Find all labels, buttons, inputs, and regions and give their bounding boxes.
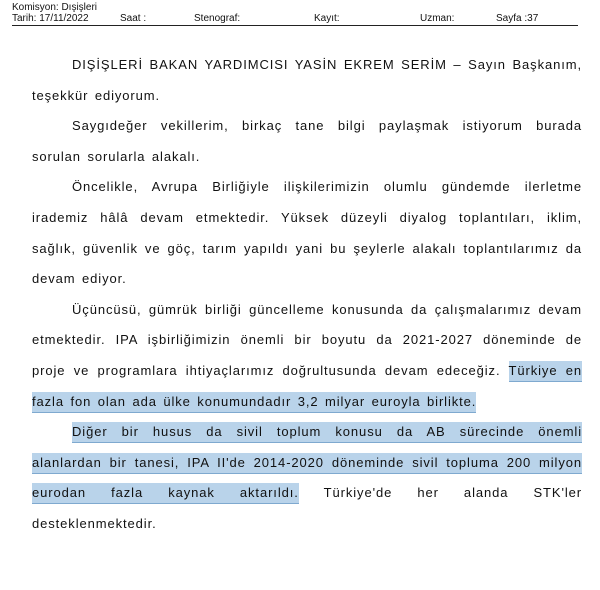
paragraph-4-text: Üçüncüsü, gümrük birliği güncelleme konusunda da çalışmalarımız devam etmektedir. IPA işbirliğimizin önemli bir boyutu da 2021-2027 döneminde de proje ve programlara ihtiyaçlarımız doğrultusunda devam edeceğiz. <box>32 301 582 378</box>
paragraph-1-text: DIŞİŞLERİ BAKAN YARDIMCISI YASİN EKREM SERİM – Sayın Başkanım, teşekkür ediyorum. <box>32 57 582 103</box>
document-header <box>12 2 578 26</box>
record-field: Kayıt: <box>314 13 340 24</box>
stenographer-field: Stenograf: <box>194 13 241 24</box>
paragraph-2 <box>32 111 582 172</box>
paragraph-1 <box>32 50 582 111</box>
paragraph-2-text: Saygıdeğer vekillerim, birkaç tane bilgi paylaşmak istiyorum burada sorulan sorularla alakalı. <box>32 118 582 164</box>
expert-field: Uzman: <box>420 13 455 24</box>
commission-line: Komisyon: Dışişleri <box>12 2 98 13</box>
date-field: Tarih: 17/11/2022 <box>12 13 89 24</box>
paragraph-5-text: Türkiye'de her alanda STK'ler desteklenmektedir. <box>32 485 582 531</box>
transcript-body <box>32 50 582 540</box>
header-meta-row <box>12 13 578 26</box>
paragraph-4 <box>32 295 582 417</box>
paragraph-5 <box>32 417 582 539</box>
paragraph-3 <box>32 172 582 294</box>
time-field: Saat : <box>120 13 147 24</box>
page-number: Sayfa :37 <box>496 13 539 24</box>
highlighted-text-2: Diğer bir husus da sivil toplum konusu da AB sürecinde önemli alanlardan bir tanesi, IPA II'de 2014-2020 döneminde sivil topluma 200 milyon eurodan fazla kaynak aktarıldı. <box>32 422 582 503</box>
highlighted-text-1: Türkiye en fazla fon olan ada ülke konumundadır 3,2 milyar euroyla birlikte. <box>32 361 582 412</box>
paragraph-3-text: Öncelikle, Avrupa Birliğiyle ilişkilerimizin olumlu gündemde ilerletme irademiz hâlâ devam etmektedir. Yüksek düzeyli diyalog toplantıları, iklim, sağlık, güvenlik ve göç, tarım yapıldı yani bu şeylerle alakalı toplantılarımız da devam ediyor. <box>32 179 582 287</box>
